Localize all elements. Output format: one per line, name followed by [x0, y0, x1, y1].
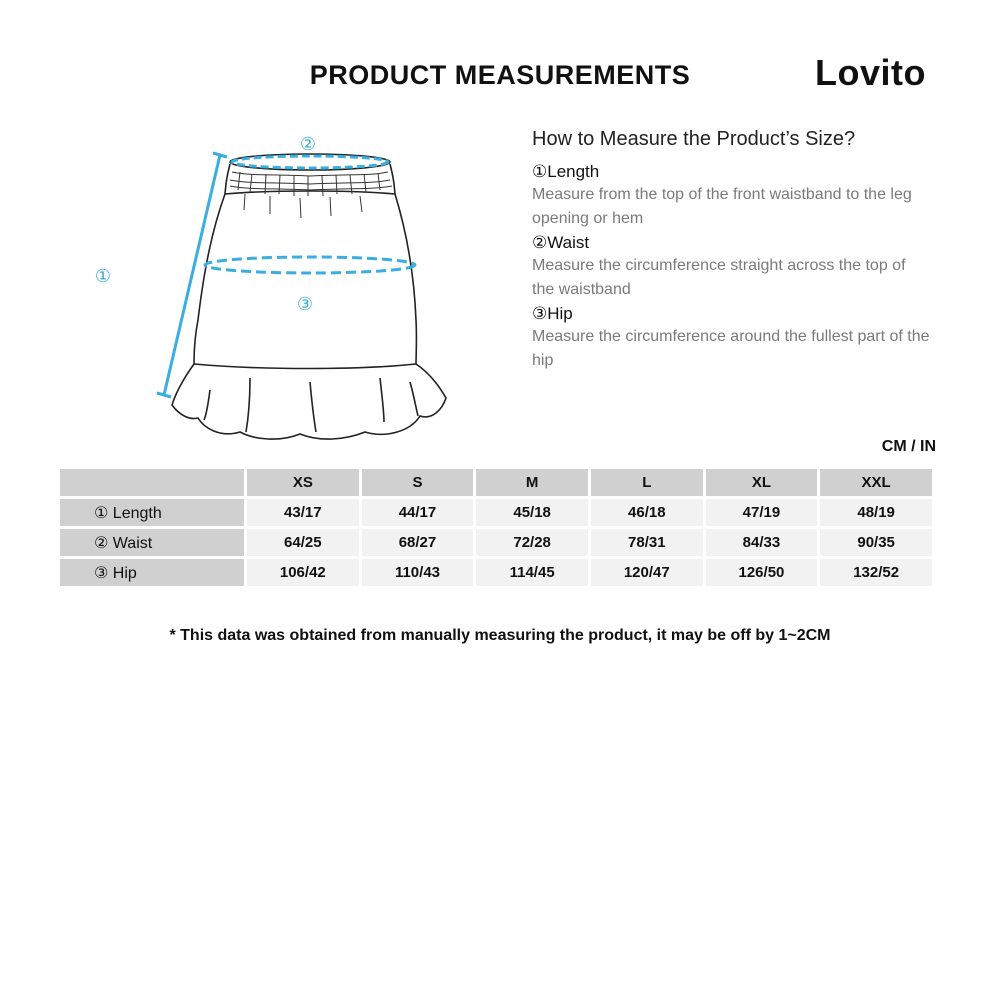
table-cell: 68/27 [362, 529, 474, 556]
measure-desc: Measure from the top of the front waistband to the leg opening or hem [532, 186, 912, 227]
table-cell: 110/43 [362, 559, 474, 586]
brand-logo: Lovito [815, 52, 926, 93]
size-header: XL [706, 469, 818, 496]
table-header-row [60, 469, 932, 496]
size-header: XXL [820, 469, 932, 496]
page-title: PRODUCT MEASUREMENTS [309, 60, 691, 90]
table-cell: 47/19 [706, 499, 818, 526]
skirt-diagram [80, 120, 480, 450]
table-cell: 45/18 [476, 499, 588, 526]
measure-length [532, 161, 932, 231]
how-to-measure [532, 128, 932, 374]
measure-name: ①Length [532, 162, 600, 181]
measure-name: ③Hip [532, 304, 573, 323]
table-row [60, 529, 932, 556]
size-table [57, 466, 935, 589]
measure-name: ②Waist [532, 233, 590, 252]
size-header: L [591, 469, 703, 496]
table-cell: 72/28 [476, 529, 588, 556]
size-header: XS [247, 469, 359, 496]
table-cell: 84/33 [706, 529, 818, 556]
table-cell: 120/47 [591, 559, 703, 586]
table-cell: 90/35 [820, 529, 932, 556]
table-row [60, 559, 932, 586]
waist-marker: ② [299, 134, 317, 155]
table-corner [60, 469, 244, 496]
unit-label: CM / IN [881, 438, 936, 455]
disclaimer-note: * This data was obtained from manually measuring the product, it may be off by 1~2CM [169, 627, 831, 644]
table-cell: 44/17 [362, 499, 474, 526]
table-cell: 46/18 [591, 499, 703, 526]
table-cell: 43/17 [247, 499, 359, 526]
length-marker: ① [94, 266, 112, 287]
row-label: ② Waist [60, 529, 244, 556]
table-cell: 78/31 [591, 529, 703, 556]
how-to-heading: How to Measure the Product’s Size? [532, 128, 856, 150]
measure-desc: Measure the circumference around the fullest part of the hip [532, 328, 930, 369]
table-cell: 106/42 [247, 559, 359, 586]
hip-marker: ③ [296, 294, 314, 315]
size-header: M [476, 469, 588, 496]
table-cell: 126/50 [706, 559, 818, 586]
table-cell: 132/52 [820, 559, 932, 586]
table-cell: 114/45 [476, 559, 588, 586]
table-cell: 64/25 [247, 529, 359, 556]
measure-hip [532, 303, 932, 373]
row-label: ③ Hip [60, 559, 244, 586]
row-label: ① Length [60, 499, 244, 526]
size-header: S [362, 469, 474, 496]
measure-waist [532, 232, 932, 302]
measure-desc: Measure the circumference straight across the top of the waistband [532, 257, 906, 298]
table-row [60, 499, 932, 526]
table-cell: 48/19 [820, 499, 932, 526]
